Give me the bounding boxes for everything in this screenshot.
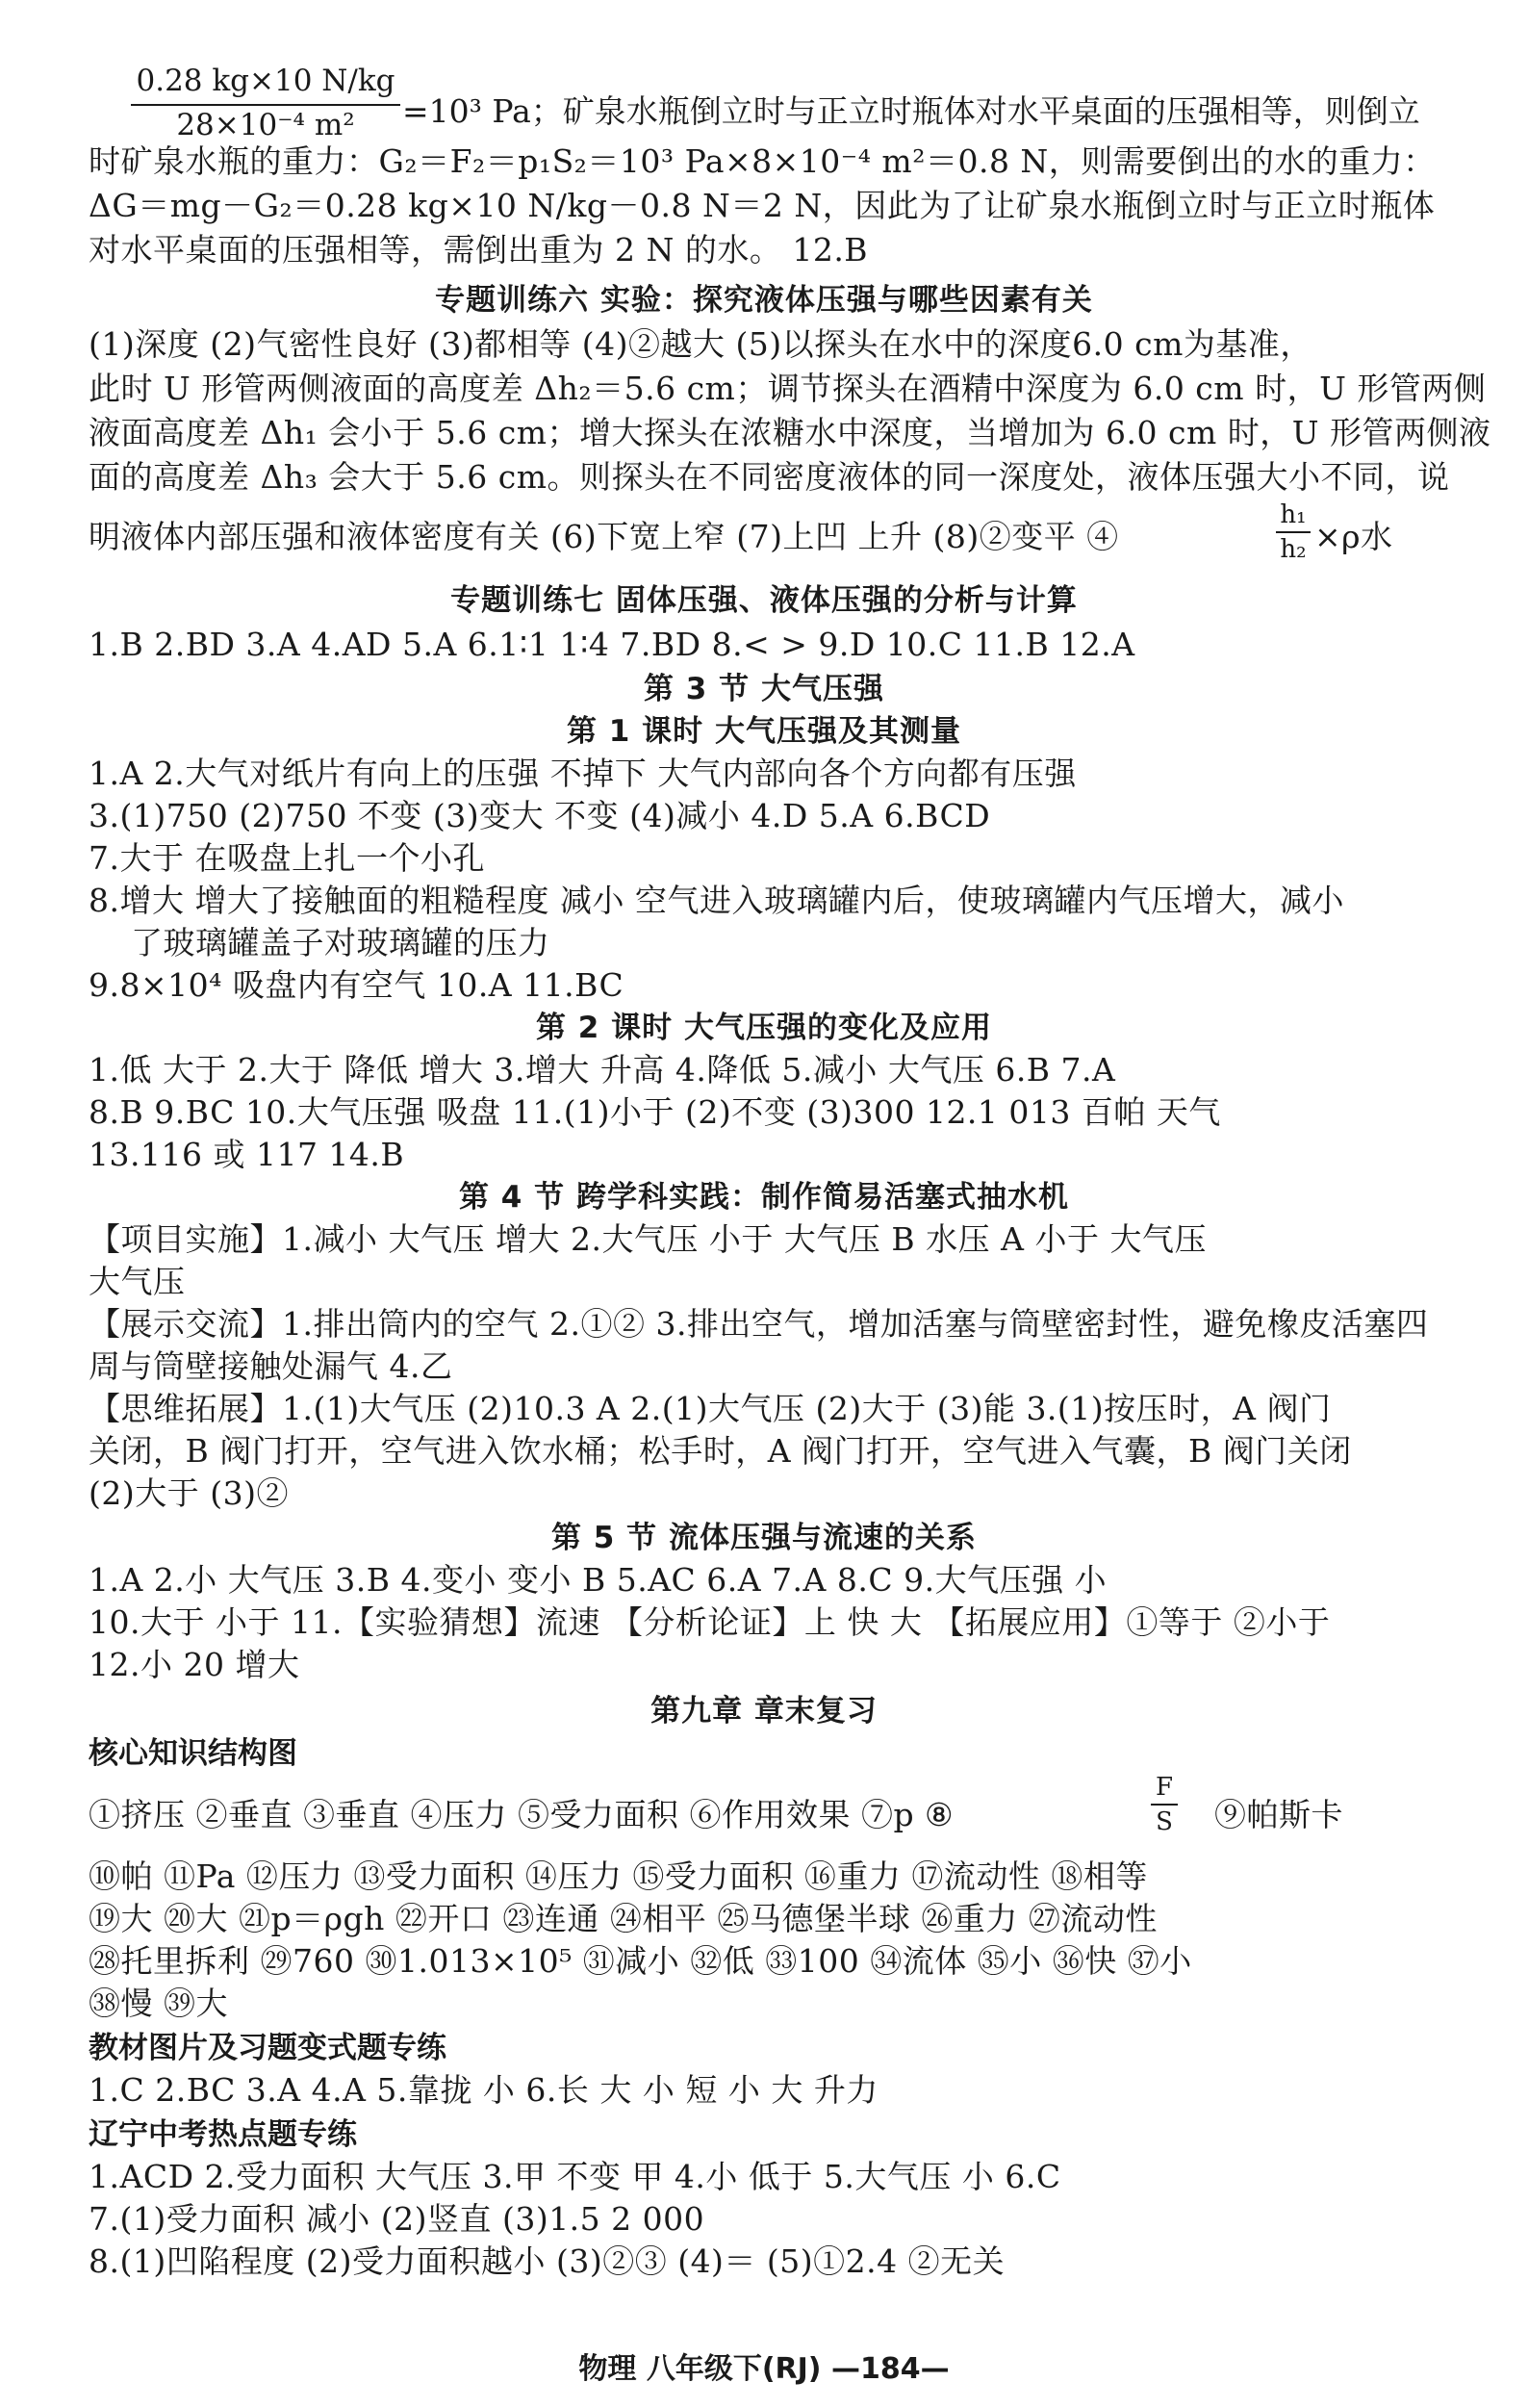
textbook-practice-title: 教材图片及习题变式题专练 (89, 2031, 446, 2065)
s3c2-line-1: 1.低 大于 2.大于 降低 增大 3.增大 升高 4.降低 5.减小 大气压 6.B 7.A (89, 1051, 1116, 1089)
s7-line-1: 1.B 2.BD 3.A 4.AD 5.A 6.1∶1 1∶4 7.BD 8.< > 9.D 10.C 11.B 12.A (89, 626, 1135, 663)
s5-line-3: 12.小 20 增大 (89, 1646, 300, 1683)
fraction-bar (131, 104, 400, 106)
fraction-bar (1151, 1804, 1178, 1806)
s6-fraction-num: h₁ (1280, 500, 1307, 529)
lesson-title-3-2: 第 2 课时 大气压强的变化及应用 (536, 1011, 992, 1045)
s4-line-2: 大气压 (89, 1263, 186, 1300)
fraction-numerator: 0.28 kg×10 N/kg (136, 64, 395, 98)
chapter-review-title: 第九章 章末复习 (650, 1694, 878, 1729)
s3c1-line-2: 3.(1)750 (2)750 不变 (3)变大 不变 (4)减小 4.D 5.A 6.BCD (89, 797, 991, 834)
intro-line-4: 对水平桌面的压强相等，需倒出重为 2 N 的水。 12.B (89, 231, 869, 269)
core-fraction (1151, 1773, 1178, 1836)
s4-line-3: 【展示交流】1.排出筒内的空气 2.①② 3.排出空气，增加活塞与筒壁密封性，避免橡皮活塞四 (89, 1305, 1429, 1343)
core-fraction-num: F (1155, 1773, 1174, 1802)
core-line-1-tail: ⑨帕斯卡 (1214, 1796, 1343, 1833)
intro-line-1: =10³ Pa；矿泉水瓶倒立时与正立时瓶体对水平桌面的压强相等，则倒立 (402, 92, 1420, 130)
s3c1-line-3: 7.大于 在吸盘上扎一个小孔 (89, 839, 485, 877)
liaoning-line-1: 1.ACD 2.受力面积 大气压 3.甲 不变 甲 4.小 低于 5.大气压 小 6.C (89, 2158, 1061, 2195)
s6-fraction (1276, 500, 1311, 564)
s5-line-2: 10.大于 小于 11.【实验猜想】流速 【分析论证】上 快 大 【拓展应用】①等于 ②小于 (89, 1603, 1331, 1641)
s6-line-2: 此时 U 形管两侧液面的高度差 Δh₂＝5.6 cm；调节探头在酒精中深度为 6.0 cm 时，U 形管两侧 (89, 370, 1487, 407)
section-title-4: 第 4 节 跨学科实践：制作简易活塞式抽水机 (459, 1180, 1069, 1215)
page-footer: 物理 八年级下(RJ) —184— (578, 2352, 950, 2386)
s6-line-1: (1)深度 (2)气密性良好 (3)都相等 (4)②越大 (5)以探头在水中的深度6.0 cm为基准， (89, 325, 1312, 363)
s6-line-4: 面的高度差 Δh₃ 会大于 5.6 cm。则探头在不同密度液体的同一深度处，液体压强大小不同，说 (89, 458, 1450, 496)
s4-line-4: 周与筒壁接触处漏气 4.乙 (89, 1347, 453, 1385)
core-line-4: ㉘托里拆利 ㉙760 ㉚1.013×10⁵ ㉛减小 ㉜低 ㉝100 ㉞流体 ㉟小 ㊱快 ㊲小 (89, 1942, 1192, 1980)
s6-line-5-tail: ×ρ水 (1314, 518, 1393, 555)
s6-line-3: 液面高度差 Δh₁ 会小于 5.6 cm；增大探头在浓糖水中深度，当增加为 6.0 cm 时，U 形管两侧液 (89, 414, 1491, 451)
section-title-training-6: 专题训练六 实验：探究液体压强与哪些因素有关 (435, 283, 1093, 318)
s6-fraction-den: h₂ (1280, 535, 1307, 564)
intro-line-3: ΔG＝mg－G₂＝0.28 kg×10 N/kg－0.8 N＝2 N，因此为了让矿泉水瓶倒立时与正立时瓶体 (89, 187, 1436, 224)
core-line-1: ①挤压 ②垂直 ③垂直 ④压力 ⑤受力面积 ⑥作用效果 ⑦p ⑧ (89, 1796, 955, 1833)
s5-line-1: 1.A 2.小 大气压 3.B 4.变小 变小 B 5.AC 6.A 7.A 8.C 9.大气压强 小 (89, 1561, 1108, 1599)
liaoning-line-3: 8.(1)凹陷程度 (2)受力面积越小 (3)②③ (4)＝ (5)①2.4 ②无关 (89, 2242, 1006, 2280)
core-line-3: ⑲大 ⑳大 ㉑p＝ρgh ㉒开口 ㉓连通 ㉔相平 ㉕马德堡半球 ㉖重力 ㉗流动性 (89, 1900, 1158, 1937)
s6-line-5: 明液体内部压强和液体密度有关 (6)下宽上窄 (7)上凹 上升 (8)②变平 ④ (89, 518, 1119, 555)
liaoning-practice-title: 辽宁中考热点题专练 (89, 2117, 357, 2152)
s4-line-5: 【思维拓展】1.(1)大气压 (2)10.3 A 2.(1)大气压 (2)大于 (3)能 3.(1)按压时，A 阀门 (89, 1390, 1332, 1427)
fraction-bar (1276, 531, 1311, 533)
section-title-5: 第 5 节 流体压强与流速的关系 (551, 1521, 977, 1555)
s4-line-7: (2)大于 (3)② (89, 1474, 289, 1512)
section-title-3: 第 3 节 大气压强 (644, 672, 884, 706)
lesson-title-3-1: 第 1 课时 大气压强及其测量 (567, 714, 961, 749)
s3c2-line-3: 13.116 或 117 14.B (89, 1136, 405, 1173)
s3c1-line-5: 了玻璃罐盖子对玻璃罐的压力 (131, 924, 550, 961)
core-line-2: ⑩帕 ⑪Pa ⑫压力 ⑬受力面积 ⑭压力 ⑮受力面积 ⑯重力 ⑰流动性 ⑱相等 (89, 1857, 1148, 1895)
fraction-denominator: 28×10⁻⁴ m² (176, 108, 355, 142)
section-title-training-7: 专题训练七 固体压强、液体压强的分析与计算 (450, 583, 1078, 618)
s3c1-line-6: 9.8×10⁴ 吸盘内有空气 10.A 11.BC (89, 966, 624, 1004)
s4-line-6: 关闭，B 阀门打开，空气进入饮水桶；松手时，A 阀门打开，空气进入气囊，B 阀门关闭 (89, 1432, 1352, 1470)
s3c1-line-4: 8.增大 增大了接触面的粗糙程度 减小 空气进入玻璃罐内后，使玻璃罐内气压增大，减小 (89, 882, 1344, 919)
liaoning-line-2: 7.(1)受力面积 减小 (2)竖直 (3)1.5 2 000 (89, 2200, 705, 2238)
intro-line-2: 时矿泉水瓶的重力：G₂＝F₂＝p₁S₂＝10³ Pa×8×10⁻⁴ m²＝0.8 N，则需要倒出的水的重力： (89, 142, 1436, 180)
textbook-line-1: 1.C 2.BC 3.A 4.A 5.靠拢 小 6.长 大 小 短 小 大 升力 (89, 2071, 879, 2109)
core-knowledge-title: 核心知识结构图 (89, 1736, 297, 1771)
core-line-5: ㊳慢 ㊴大 (89, 1985, 228, 2022)
core-fraction-den: S (1156, 1807, 1173, 1836)
s3c1-line-1: 1.A 2.大气对纸片有向上的压强 不掉下 大气内部向各个方向都有压强 (89, 755, 1077, 792)
s4-line-1: 【项目实施】1.减小 大气压 增大 2.大气压 小于 大气压 B 水压 A 小于 大气压 (89, 1220, 1207, 1258)
s3c2-line-2: 8.B 9.BC 10.大气压强 吸盘 11.(1)小于 (2)不变 (3)300 12.1 013 百帕 天气 (89, 1093, 1221, 1131)
